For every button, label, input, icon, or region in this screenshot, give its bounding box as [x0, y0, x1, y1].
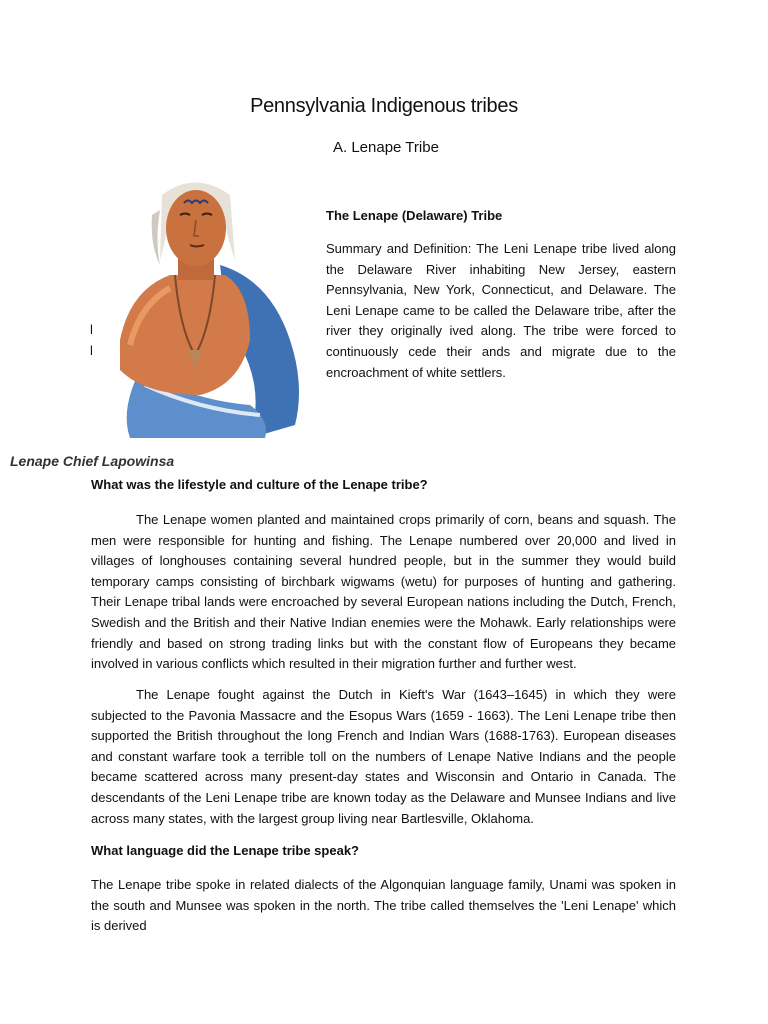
question-heading: What language did the Lenape tribe speak? — [91, 843, 359, 858]
stray-mark: l — [90, 322, 93, 337]
body-paragraph: The Lenape tribe spoke in related dialects of the Algonquian language family, Unami was spoken in the south and Munsee was spoken in the north. The tribe called themselves the 'Leni Lenape' which is derived — [91, 877, 676, 934]
paragraph-text: The Lenape fought against the Dutch in Kieft's War (1643–1645) in which they were subjected to the Pavonia Massacre and the Esopus Wars (1659 - 1663). The Leni Lenape tribe then supported the British throughout the long French and Indian Wars (1688-1763). European diseases and constant warfare took a terrible toll on the numbers of Lenape Native Indians and the people became scattered across many present-day states and Wisconsin and Ontario in Canada. The descendants of the Leni Lenape tribe are known today as the Delaware and Munsee Indians and live across many states, with the largest group living near Bartlesville, Oklahoma. — [91, 687, 676, 826]
body-paragraph — [91, 685, 676, 829]
section-heading: The Lenape (Delaware) Tribe — [326, 208, 503, 223]
summary-paragraph: Summary and Definition: The Leni Lenape tribe lived along the Delaware River inhabiting New Jersey, eastern Pennsylvania, New York, Connecticut, and Delaware. The Leni Lenape came to be called the Delaware tribe, after the river they originally ived along. The tribe were forced to continuously cede their ands and migrate due to the encroachment of white settlers. — [326, 241, 676, 380]
body-paragraph — [91, 510, 676, 675]
paragraph-text: The Lenape women planted and maintained crops primarily of corn, beans and squash. The men were responsible for hunting and fishing. The Lenape numbered over 20,000 and lived in villages of longhouses containing several hundred people, but in the summer they would build temporary camps consisting of birchbark wigwams (wetu) for purposes of hunting and gathering. Their Lenape tribal lands were encroached by several European nations including the Dutch, French, Swedish and the British and their Native Indian enemies were the Mohawk. Early relationships were friendly and based on strong trading links but with the constant flow of Europeans they became involved in various conflicts which resulted in their migration further and further west. — [91, 512, 676, 672]
stray-mark: l — [90, 343, 93, 358]
page-title: Pennsylvania Indigenous tribes — [250, 95, 518, 117]
image-caption: Lenape Chief Lapowinsa — [10, 453, 175, 469]
page-subtitle: A. Lenape Tribe — [333, 139, 439, 156]
question-heading: What was the lifestyle and culture of the Lenape tribe? — [91, 477, 428, 492]
chief-portrait-image — [100, 170, 315, 440]
